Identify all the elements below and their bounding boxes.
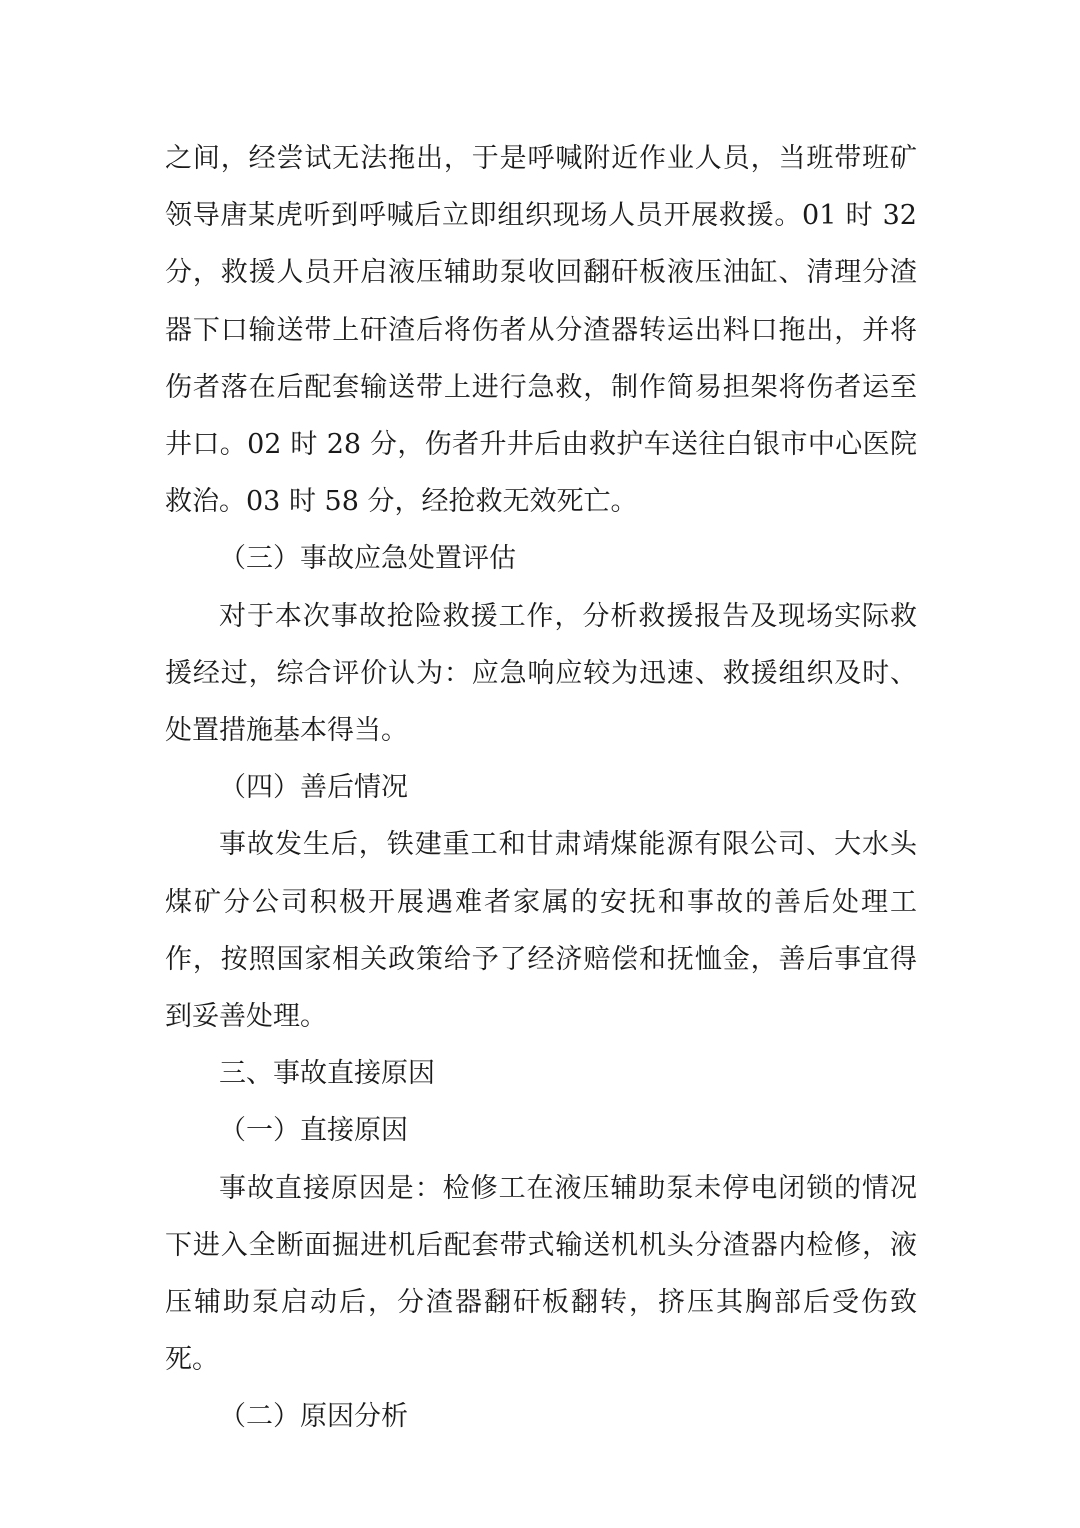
- paragraph-rescue-continued: 之间，经尝试无法拖出，于是呼喊附近作业人员，当班带班矿领导唐某虎听到呼喊后立即组织现场人员开展救援。01 时 32 分，救援人员开启液压辅助泵收回翻矸板液压油缸、清理分渣器下口输送带上矸渣后将伤者从分渣器转运出料口拖出，并将伤者落在后配套输送带上进行急救，制作简易担架将伤者运至井口。02 时 28 分，伤者升井后由救护车送往白银市中心医院救治。03 时 58 分，经抢救无效死亡。: [165, 143, 917, 518]
- heading-direct-cause-section: 三、事故直接原因: [219, 1058, 435, 1090]
- heading-aftermath: （四）善后情况: [219, 772, 408, 804]
- paragraph-direct-cause: 事故直接原因是：检修工在液压辅助泵未停电闭锁的情况下进入全断面掘进机后配套带式输送机机头分渣器内检修，液压辅助泵启动后，分渣器翻矸板翻转，挤压其胸部后受伤致死。: [165, 1172, 917, 1376]
- paragraph-emergency-evaluation: 对于本次事故抢险救援工作，分析救援报告及现场实际救援经过，综合评价认为：应急响应较为迅速、救援组织及时、处置措施基本得当。: [165, 600, 917, 747]
- document-body: [165, 130, 917, 1446]
- heading-emergency-evaluation: （三）事故应急处置评估: [219, 543, 516, 575]
- paragraph-aftermath: 事故发生后，铁建重工和甘肃靖煤能源有限公司、大水头煤矿分公司积极开展遇难者家属的安抚和事故的善后处理工作，按照国家相关政策给予了经济赔偿和抚恤金，善后事宜得到妥善处理。: [165, 829, 917, 1033]
- heading-cause-analysis: （二）原因分析: [219, 1401, 408, 1433]
- heading-direct-cause: （一）直接原因: [219, 1115, 408, 1147]
